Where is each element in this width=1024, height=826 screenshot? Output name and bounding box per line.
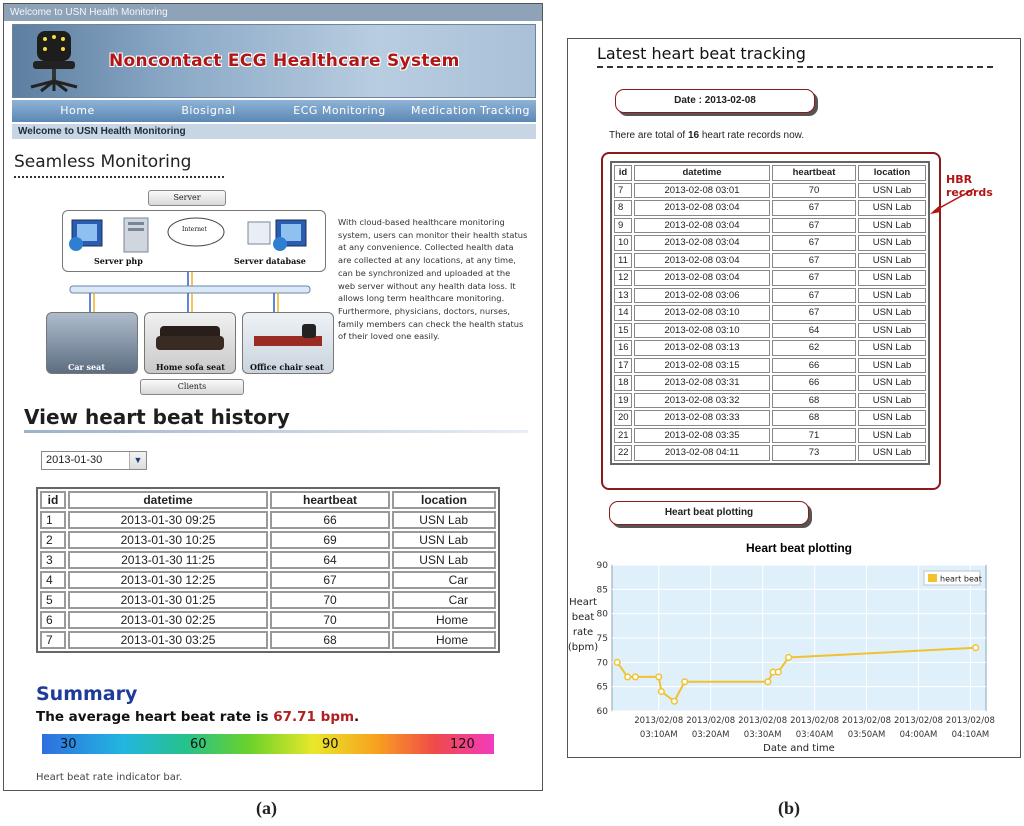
- cell-heartbeat: 67: [772, 200, 856, 216]
- home-sofa-seat-label: Home sofa seat: [156, 362, 225, 372]
- x-tick-label: 03:50AM: [847, 730, 886, 740]
- cell-datetime: 2013-02-08 04:11: [634, 445, 770, 461]
- cell-heartbeat: 70: [270, 611, 390, 629]
- average-heart-rate: [36, 709, 359, 725]
- cell-datetime: 2013-01-30 02:25: [68, 611, 268, 629]
- summary-heading: Summary: [36, 683, 138, 705]
- cell-location: USN Lab: [858, 270, 926, 286]
- table-header-row: [614, 165, 926, 181]
- table-row: [614, 375, 926, 391]
- cell-heartbeat: 67: [270, 571, 390, 589]
- cell-datetime: 2013-02-08 03:15: [634, 358, 770, 374]
- average-prefix: The average heart beat rate is: [36, 709, 274, 725]
- cell-heartbeat: 69: [270, 531, 390, 549]
- server-php-label: Server php: [94, 256, 143, 266]
- server-button: Server: [148, 190, 226, 206]
- cell-id: 6: [40, 611, 66, 629]
- history-table: [36, 487, 500, 653]
- y-axis-label: (bpm): [568, 642, 599, 653]
- cell-location: USN Lab: [858, 375, 926, 391]
- col-id: id: [614, 165, 632, 181]
- heart-rate-indicator-bar: [42, 734, 494, 754]
- banner-title: Noncontact ECG Healthcare System: [109, 51, 460, 71]
- cell-location: USN Lab: [858, 183, 926, 199]
- data-point: [682, 679, 688, 685]
- latest-tracking-heading: Latest heart beat tracking: [597, 44, 806, 63]
- cell-location: USN Lab: [858, 393, 926, 409]
- table-row: [40, 611, 496, 629]
- cell-location: Car: [392, 591, 496, 609]
- legend-swatch: [928, 574, 937, 582]
- cell-datetime: 2013-01-30 01:25: [68, 591, 268, 609]
- cell-heartbeat: 66: [772, 358, 856, 374]
- cell-heartbeat: 70: [270, 591, 390, 609]
- main-nav: [12, 100, 536, 122]
- nav-biosignal[interactable]: Biosignal: [181, 104, 236, 117]
- heading-divider: [14, 176, 224, 178]
- table-row: [614, 270, 926, 286]
- description-paragraph: With cloud-based healthcare monitoring system, users can monitor their health status at any convenience. Collected health data are collected at any locations, at any time, can be synchronized and uploaded at the web server without any health data loss. It allows long term healthcare monitoring. Furthermore, physicians, doctors, nurses, family members can check the health status of their loved one easily.: [338, 217, 528, 342]
- cell-id: 15: [614, 323, 632, 339]
- cell-id: 3: [40, 551, 66, 569]
- table-row: [614, 253, 926, 269]
- table-row: [614, 235, 926, 251]
- cell-datetime: 2013-02-08 03:04: [634, 270, 770, 286]
- col-datetime: datetime: [68, 491, 268, 509]
- x-tick-label: 2013/02/08: [842, 716, 892, 726]
- total-count: 16: [687, 130, 700, 141]
- cell-id: 7: [40, 631, 66, 649]
- y-tick-label: 80: [596, 609, 608, 620]
- cell-id: 22: [614, 445, 632, 461]
- data-point: [786, 655, 792, 661]
- average-suffix: .: [354, 709, 360, 725]
- cell-id: 13: [614, 288, 632, 304]
- cell-heartbeat: 67: [772, 288, 856, 304]
- cell-heartbeat: 67: [772, 270, 856, 286]
- data-point: [656, 674, 662, 680]
- data-point: [775, 669, 781, 675]
- cell-datetime: 2013-02-08 03:33: [634, 410, 770, 426]
- cell-location: Home: [392, 631, 496, 649]
- cell-datetime: 2013-02-08 03:10: [634, 305, 770, 321]
- nav-medication-tracking[interactable]: Medication Tracking: [411, 104, 530, 117]
- col-id: id: [40, 491, 66, 509]
- x-tick-label: 04:00AM: [899, 730, 938, 740]
- cell-datetime: 2013-01-30 11:25: [68, 551, 268, 569]
- total-records-text: [609, 130, 804, 141]
- col-heartbeat: heartbeat: [270, 491, 390, 509]
- table-row: [40, 631, 496, 649]
- y-tick-label: 90: [596, 561, 608, 571]
- average-value: 67.71 bpm: [273, 709, 355, 725]
- cell-datetime: 2013-02-08 03:01: [634, 183, 770, 199]
- x-tick-label: 2013/02/08: [738, 716, 788, 726]
- table-row: [614, 200, 926, 216]
- cell-datetime: 2013-02-08 03:04: [634, 253, 770, 269]
- cell-datetime: 2013-02-08 03:04: [634, 235, 770, 251]
- table-row: [614, 445, 926, 461]
- indicator-bar-caption: Heart beat rate indicator bar.: [36, 772, 183, 783]
- heading-divider: [597, 66, 993, 68]
- cell-heartbeat: 67: [772, 305, 856, 321]
- cell-heartbeat: 71: [772, 428, 856, 444]
- x-tick-label: 2013/02/08: [945, 716, 995, 726]
- arrow-icon: [928, 187, 978, 217]
- x-tick-label: 2013/02/08: [893, 716, 943, 726]
- cell-id: 9: [614, 218, 632, 234]
- x-tick-label: 03:10AM: [639, 730, 678, 740]
- cell-location: USN Lab: [858, 200, 926, 216]
- bar-tick-60: 60: [190, 737, 207, 752]
- x-tick-label: 2013/02/08: [790, 716, 840, 726]
- cell-id: 16: [614, 340, 632, 356]
- internet-label: Internet: [182, 226, 207, 233]
- cell-datetime: 2013-02-08 03:35: [634, 428, 770, 444]
- panel-a-screenshot: [3, 3, 543, 791]
- table-row: [614, 393, 926, 409]
- cell-id: 4: [40, 571, 66, 589]
- data-point: [625, 674, 631, 680]
- cell-location: USN Lab: [392, 511, 496, 529]
- cell-datetime: 2013-01-30 12:25: [68, 571, 268, 589]
- cell-datetime: 2013-02-08 03:04: [634, 218, 770, 234]
- cell-id: 1: [40, 511, 66, 529]
- office-chair-seat-label: Office chair seat: [250, 362, 324, 372]
- cell-location: USN Lab: [858, 305, 926, 321]
- table-row: [614, 183, 926, 199]
- cell-datetime: 2013-02-08 03:06: [634, 288, 770, 304]
- clients-button: Clients: [140, 379, 244, 395]
- cell-heartbeat: 67: [772, 218, 856, 234]
- hbr-records-label: HBR records: [946, 173, 993, 199]
- cell-location: USN Lab: [858, 235, 926, 251]
- cell-location: USN Lab: [858, 288, 926, 304]
- cell-heartbeat: 62: [772, 340, 856, 356]
- cell-location: USN Lab: [858, 218, 926, 234]
- x-tick-label: 03:20AM: [691, 730, 730, 740]
- cell-location: USN Lab: [392, 551, 496, 569]
- cell-heartbeat: 67: [772, 235, 856, 251]
- total-suffix: heart rate records now.: [699, 130, 805, 141]
- data-point: [633, 674, 639, 680]
- connection-arrows: [42, 272, 338, 312]
- system-architecture-diagram: [42, 188, 338, 396]
- cell-id: 21: [614, 428, 632, 444]
- cell-id: 12: [614, 270, 632, 286]
- cell-location: USN Lab: [858, 323, 926, 339]
- cell-id: 2: [40, 531, 66, 549]
- site-banner: [12, 24, 536, 98]
- cell-location: USN Lab: [858, 358, 926, 374]
- cell-heartbeat: 73: [772, 445, 856, 461]
- cell-datetime: 2013-02-08 03:04: [634, 200, 770, 216]
- cell-heartbeat: 66: [772, 375, 856, 391]
- table-row: [614, 288, 926, 304]
- welcome-strip: Welcome to USN Health Monitoring: [12, 124, 536, 139]
- table-row: [614, 358, 926, 374]
- cell-id: 20: [614, 410, 632, 426]
- cell-heartbeat: 66: [270, 511, 390, 529]
- table-row: [614, 305, 926, 321]
- table-row: [614, 410, 926, 426]
- table-row: [40, 571, 496, 589]
- cell-location: Car: [392, 571, 496, 589]
- heading-underline: [24, 430, 528, 433]
- office-chair-icon: [23, 29, 85, 95]
- cell-heartbeat: 68: [270, 631, 390, 649]
- cell-datetime: 2013-02-08 03:31: [634, 375, 770, 391]
- x-tick-label: 04:10AM: [951, 730, 990, 740]
- heart-beat-chart: [568, 535, 1021, 758]
- view-history-heading: View heart beat history: [24, 405, 290, 429]
- data-point: [614, 660, 620, 666]
- sofa-icon: [154, 322, 226, 356]
- nav-ecg-monitoring[interactable]: ECG Monitoring: [293, 104, 386, 117]
- y-axis-label: beat: [571, 612, 595, 623]
- cell-datetime: 2013-01-30 03:25: [68, 631, 268, 649]
- cell-heartbeat: 70: [772, 183, 856, 199]
- table-row: [614, 340, 926, 356]
- data-point: [765, 679, 771, 685]
- table-row: [40, 531, 496, 549]
- x-tick-label: 2013/02/08: [634, 716, 684, 726]
- y-tick-label: 65: [596, 682, 608, 693]
- caption-a: (a): [256, 798, 277, 818]
- caption-b: (b): [778, 798, 800, 818]
- seamless-monitoring-heading: Seamless Monitoring: [14, 152, 192, 172]
- y-tick-label: 60: [596, 707, 608, 717]
- y-tick-label: 85: [596, 585, 608, 596]
- table-row: [614, 323, 926, 339]
- cell-location: USN Lab: [858, 253, 926, 269]
- browser-title-bar: Welcome to USN Health Monitoring: [4, 4, 542, 21]
- cell-id: 18: [614, 375, 632, 391]
- x-tick-label: 03:30AM: [743, 730, 782, 740]
- cell-id: 19: [614, 393, 632, 409]
- y-axis-label: Heart: [569, 597, 597, 608]
- cell-datetime: 2013-01-30 09:25: [68, 511, 268, 529]
- x-tick-label: 03:40AM: [795, 730, 834, 740]
- office-desk-icon: [250, 324, 326, 356]
- data-point: [659, 689, 665, 695]
- x-tick-label: 2013/02/08: [686, 716, 736, 726]
- cell-id: 17: [614, 358, 632, 374]
- cell-id: 7: [614, 183, 632, 199]
- cell-heartbeat: 68: [772, 393, 856, 409]
- legend-label: heart beat: [940, 574, 982, 584]
- cell-location: Home: [392, 611, 496, 629]
- chevron-down-icon[interactable]: ▼: [129, 452, 146, 469]
- car-seat-label: Car seat: [68, 362, 106, 372]
- server-database-label: Server database: [234, 256, 306, 266]
- x-axis-label: Date and time: [763, 743, 835, 754]
- col-datetime: datetime: [634, 165, 770, 181]
- plot-pill: Heart beat plotting: [609, 501, 809, 525]
- cell-location: USN Lab: [858, 410, 926, 426]
- cell-id: 14: [614, 305, 632, 321]
- cell-id: 5: [40, 591, 66, 609]
- latest-records-table: [610, 161, 930, 465]
- bar-tick-30: 30: [60, 737, 77, 752]
- table-row: [40, 551, 496, 569]
- cell-heartbeat: 64: [270, 551, 390, 569]
- table-row: [40, 591, 496, 609]
- chart-title: Heart beat plotting: [745, 541, 853, 555]
- cell-location: USN Lab: [858, 340, 926, 356]
- nav-home[interactable]: Home: [60, 104, 95, 117]
- panel-b-screenshot: [567, 38, 1021, 758]
- table-header-row: [40, 491, 496, 509]
- bar-tick-90: 90: [322, 737, 339, 752]
- cell-datetime: 2013-02-08 03:10: [634, 323, 770, 339]
- total-prefix: There are total of: [609, 130, 688, 141]
- table-row: [614, 428, 926, 444]
- cell-location: USN Lab: [858, 428, 926, 444]
- date-select[interactable]: [41, 451, 147, 470]
- cell-location: USN Lab: [858, 445, 926, 461]
- col-location: location: [392, 491, 496, 509]
- cell-heartbeat: 67: [772, 253, 856, 269]
- table-row: [614, 218, 926, 234]
- col-location: location: [858, 165, 926, 181]
- data-point: [973, 645, 979, 651]
- cell-id: 8: [614, 200, 632, 216]
- cell-datetime: 2013-02-08 03:13: [634, 340, 770, 356]
- cell-datetime: 2013-01-30 10:25: [68, 531, 268, 549]
- bar-tick-120: 120: [450, 737, 475, 752]
- cell-heartbeat: 64: [772, 323, 856, 339]
- table-row: [40, 511, 496, 529]
- y-tick-label: 70: [596, 658, 608, 669]
- cell-location: USN Lab: [392, 531, 496, 549]
- cell-id: 11: [614, 253, 632, 269]
- data-point: [672, 698, 678, 704]
- cell-datetime: 2013-02-08 03:32: [634, 393, 770, 409]
- y-tick-label: 75: [596, 634, 608, 644]
- cell-heartbeat: 68: [772, 410, 856, 426]
- col-heartbeat: heartbeat: [772, 165, 856, 181]
- cell-id: 10: [614, 235, 632, 251]
- date-select-value: 2013-01-30: [46, 454, 103, 466]
- date-pill: Date : 2013-02-08: [615, 89, 815, 113]
- y-axis-label: rate: [572, 627, 594, 638]
